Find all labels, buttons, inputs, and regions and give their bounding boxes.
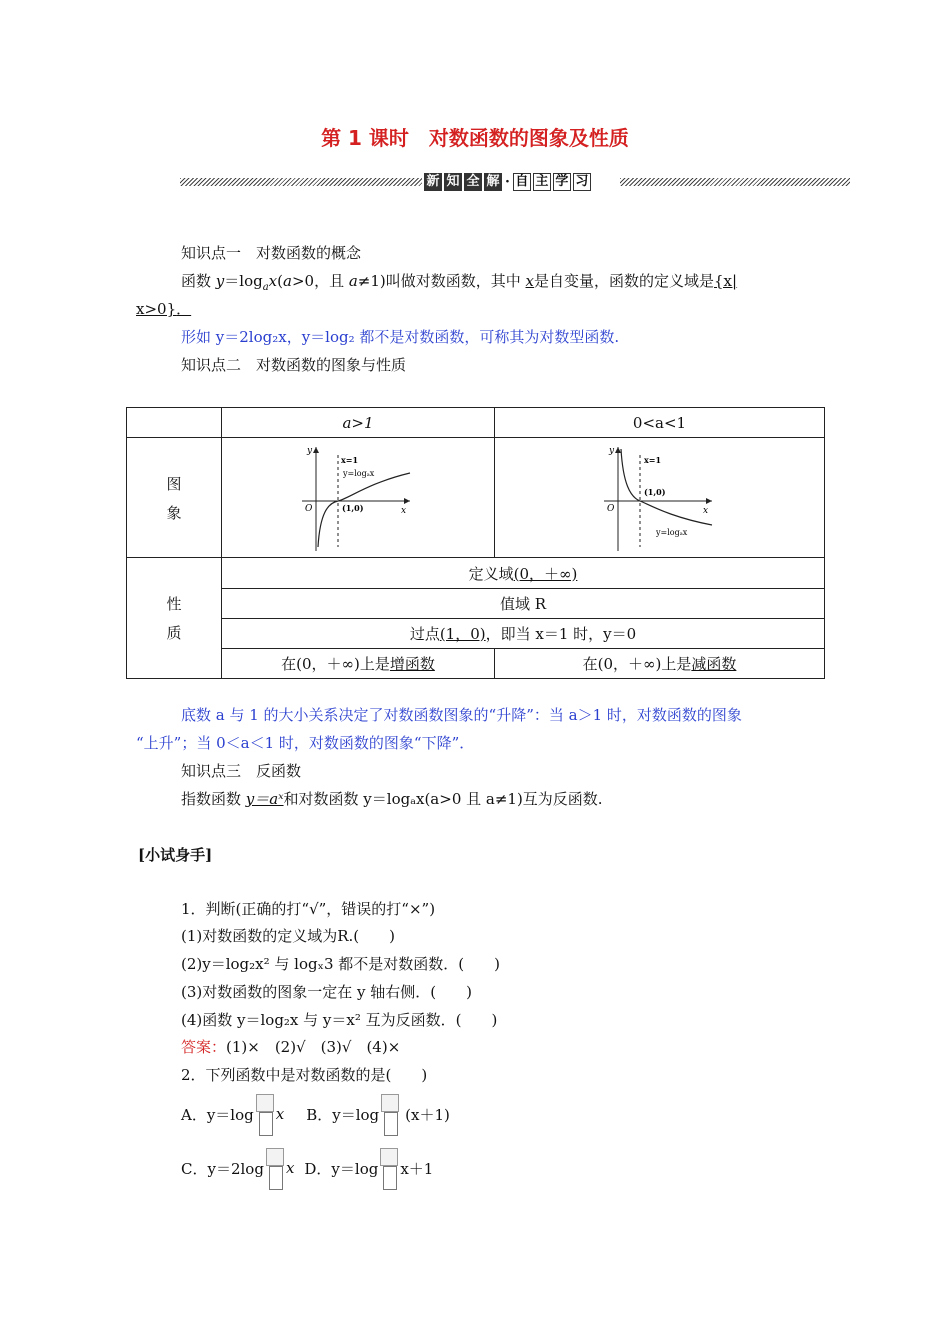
row-label-char: 象	[166, 503, 182, 522]
graph-increasing	[298, 443, 418, 553]
banner-chip: 学	[553, 173, 571, 191]
image-placeholder-icon	[266, 1148, 284, 1188]
section-banner	[180, 172, 850, 192]
origin-label: O	[606, 503, 614, 514]
text: ≠1)叫做对数函数，其中	[357, 272, 526, 290]
monotonic-answer: 减函数	[691, 655, 737, 673]
banner-hatch-right	[620, 178, 850, 186]
graph-cell-decreasing	[495, 438, 825, 558]
q1-item: (3)对数函数的图象一定在 y 轴右侧．( )	[181, 983, 472, 1001]
banner-chip: 新	[424, 173, 442, 191]
text: 指数函数	[181, 790, 246, 808]
banner-chip: 主	[533, 173, 551, 191]
text: 过点	[409, 625, 440, 643]
kp3-heading: 知识点三 反函数	[181, 762, 302, 780]
point-answer: (1，0)	[439, 625, 486, 643]
asymptote-label: x=1	[643, 454, 661, 465]
property-fixed-point	[222, 619, 825, 649]
text: 在(0，＋∞)上是	[582, 655, 692, 673]
var: x	[268, 272, 278, 290]
monotonic-answer: 增函数	[389, 655, 435, 673]
y-axis-arrow	[313, 447, 319, 453]
log-curve	[318, 473, 410, 547]
q1-item: (2)y＝log₂x² 与 logₓ3 都不是对数函数．( )	[181, 955, 500, 973]
graph-decreasing	[600, 443, 720, 553]
row-label-char: 性	[166, 595, 182, 613]
banner-chip: 自	[513, 173, 531, 191]
text: 定义域	[468, 564, 514, 583]
banner-chip: 知	[444, 173, 462, 191]
option-d-text: D．y＝log	[304, 1159, 379, 1178]
text: ＝log	[224, 272, 263, 290]
col-header-a-gt-1: a>1	[222, 408, 495, 438]
option-c-text: C．y＝2log	[181, 1159, 264, 1178]
option-a-text: A．y＝log	[181, 1105, 254, 1124]
point-label: (1,0)	[342, 502, 364, 513]
var: a	[283, 272, 292, 290]
page-title: 第 1 课时 对数函数的图象及性质	[321, 126, 629, 150]
var: a	[348, 272, 358, 290]
option-d-text: x＋1	[400, 1159, 434, 1178]
row-label-char: 质	[166, 624, 182, 642]
image-placeholder-icon	[380, 1148, 398, 1188]
col-header-a-lt-1: 0<a<1	[495, 408, 825, 438]
row-label-properties	[127, 558, 222, 679]
text: 函数	[181, 272, 216, 290]
property-domain	[222, 558, 825, 589]
text: 和对数函数 y＝logₐx(a>0 且 a≠1)互为反函数.	[283, 790, 603, 808]
property-range: 值域 R	[222, 589, 825, 619]
var: y	[215, 272, 225, 290]
x-axis-label: x	[702, 505, 708, 516]
q1-stem: 1．判断(正确的打“√”，错误的打“×”)	[181, 900, 436, 918]
row-label-char: 图	[166, 474, 182, 493]
banner-chip: 解	[484, 173, 502, 191]
image-placeholder-icon	[256, 1094, 274, 1134]
var: x	[525, 272, 534, 290]
image-placeholder-icon	[381, 1094, 399, 1134]
x-axis-arrow	[706, 498, 712, 504]
subscript: a	[262, 282, 269, 293]
graph-cell-increasing	[222, 438, 495, 558]
kp1-definition	[181, 270, 737, 293]
property-monotonic-increasing	[222, 649, 495, 679]
text: 在(0，＋∞)上是	[281, 655, 390, 673]
text: >0，且	[291, 272, 349, 290]
property-monotonic-decreasing	[495, 649, 825, 679]
origin-label: O	[305, 503, 313, 514]
text: ，即当 x＝1 时，y＝0	[485, 625, 637, 643]
q2-options-ab	[181, 1092, 450, 1136]
point-label: (1,0)	[643, 486, 665, 497]
banner-hatch-left	[180, 178, 422, 186]
option-b-text: (x＋1)	[405, 1105, 450, 1124]
kp1-heading: 知识点一 对数函数的概念	[181, 244, 362, 262]
banner-chip: 习	[573, 173, 591, 191]
domain-answer: x>0}	[136, 300, 177, 318]
kp2-heading: 知识点二 对数函数的图象与性质	[181, 356, 407, 374]
option-b-text: B．y＝log	[306, 1105, 380, 1124]
base-note-line2: “上升”；当 0＜a＜1 时，对数函数的图象“下降”．	[136, 734, 475, 752]
curve-label: y=logₐx	[343, 468, 375, 478]
domain-answer: (0，＋∞)	[513, 564, 578, 583]
log-curve	[621, 449, 712, 525]
answer-label: 答案：	[181, 1038, 227, 1056]
q1-answer	[181, 1036, 400, 1057]
kp1-note: 形如 y＝2log₂x，y＝log₂ 都不是对数函数，可称其为对数型函数.	[181, 328, 620, 346]
text: ．	[176, 300, 192, 318]
x-axis-arrow	[404, 498, 410, 504]
text: (	[277, 272, 283, 290]
kp3-text	[181, 788, 603, 809]
section-heading: [小试身手]	[138, 846, 213, 864]
option-c-text: x	[285, 1159, 295, 1177]
q1-item: (4)函数 y＝log₂x 与 y＝x² 互为反函数．( )	[181, 1011, 498, 1029]
y-axis-label: y	[307, 445, 313, 456]
y-axis-arrow	[615, 447, 621, 453]
banner-chips	[424, 172, 593, 192]
q2-options-cd	[181, 1146, 433, 1190]
text: 是自变量，函数的定义域是	[534, 272, 715, 290]
banner-chip: 全	[464, 173, 482, 191]
answer-text: (1)× (2)√ (3)√ (4)×	[226, 1038, 401, 1056]
y-axis-label: y	[608, 445, 614, 456]
option-a-text: x	[275, 1105, 285, 1123]
table-corner	[127, 408, 222, 438]
row-label-image	[127, 438, 222, 558]
banner-separator: ·	[505, 174, 510, 190]
domain-answer: {x|	[714, 272, 738, 290]
x-axis-label: x	[401, 505, 407, 516]
inverse-answer: y＝aˣ	[245, 790, 284, 808]
q1-item: (1)对数函数的定义域为R.( )	[181, 927, 396, 945]
asymptote-label: x=1	[341, 454, 359, 465]
curve-label: y=logₐx	[655, 527, 687, 537]
kp1-definition-cont	[136, 298, 191, 319]
base-note-line1: 底数 a 与 1 的大小关系决定了对数函数图象的“升降”：当 a＞1 时，对数函数的图象	[181, 706, 742, 724]
properties-table	[126, 407, 825, 679]
q2-stem: 2．下列函数中是对数函数的是( )	[181, 1066, 428, 1084]
